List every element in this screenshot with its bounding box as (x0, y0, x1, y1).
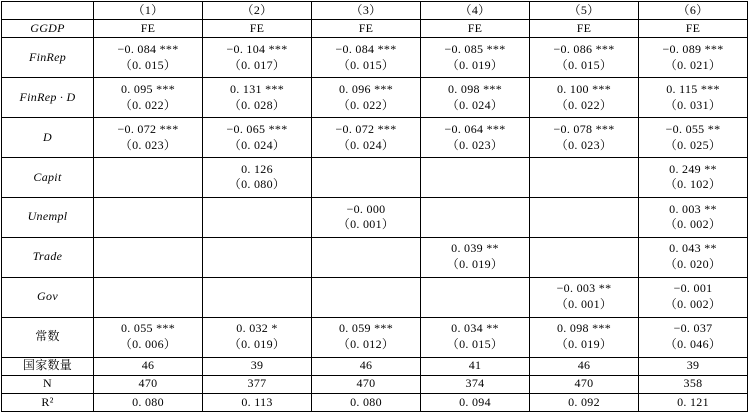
row-label: N (2, 375, 94, 393)
coefficient: 0. 098 *** (557, 321, 611, 336)
data-cell: 0. 113 (203, 393, 312, 411)
table-row (2, 118, 748, 158)
data-cell: 0. 094 (421, 393, 530, 411)
data-cell (639, 78, 748, 118)
coefficient: 0. 032 * (236, 321, 278, 336)
standard-error: （0. 023） (555, 137, 613, 152)
row-label: D (2, 118, 94, 158)
standard-error: （0. 012） (337, 337, 395, 352)
coefficient: −0. 089 *** (662, 41, 724, 56)
column-header: （4） (421, 2, 530, 20)
data-cell (421, 118, 530, 158)
data-cell: FE (639, 20, 748, 38)
coefficient: 0. 095 *** (121, 81, 175, 96)
data-cell (530, 78, 639, 118)
column-header: （3） (312, 2, 421, 20)
data-cell (203, 317, 312, 357)
data-cell (312, 237, 421, 277)
coefficient: −0. 001 (673, 281, 713, 296)
coefficient: −0. 084 *** (117, 41, 179, 56)
data-cell (312, 197, 421, 237)
data-cell (421, 317, 530, 357)
row-label: Unempl (2, 197, 94, 237)
coefficient: −0. 055 ** (665, 121, 721, 136)
standard-error: （0. 022） (119, 97, 177, 112)
data-cell: FE (312, 20, 421, 38)
data-cell (530, 197, 639, 237)
data-cell: 358 (639, 375, 748, 393)
data-cell (639, 38, 748, 78)
data-cell (312, 157, 421, 197)
standard-error: （0. 102） (664, 177, 722, 192)
column-header: （1） (94, 2, 203, 20)
data-cell (94, 78, 203, 118)
data-cell: FE (530, 20, 639, 38)
row-label: 常数 (2, 317, 94, 357)
data-cell (530, 118, 639, 158)
standard-error: （0. 023） (119, 137, 177, 152)
coefficient: −0. 065 *** (226, 121, 288, 136)
data-cell (421, 197, 530, 237)
table-header-row (2, 2, 748, 20)
standard-error: （0. 022） (555, 97, 613, 112)
regression-table (1, 1, 748, 412)
coefficient: 0. 043 ** (669, 241, 717, 256)
table-row (2, 157, 748, 197)
standard-error: （0. 046） (664, 337, 722, 352)
coefficient: 0. 100 *** (557, 81, 611, 96)
data-cell: 377 (203, 375, 312, 393)
standard-error (421, 217, 529, 219)
data-cell: 470 (312, 375, 421, 393)
data-cell (639, 277, 748, 317)
standard-error (421, 297, 529, 299)
table-row (2, 357, 748, 375)
data-cell: FE (421, 20, 530, 38)
data-cell (203, 277, 312, 317)
data-cell (312, 317, 421, 357)
row-label: R² (2, 393, 94, 411)
data-cell: 374 (421, 375, 530, 393)
standard-error (312, 297, 420, 299)
standard-error: （0. 023） (446, 137, 504, 152)
data-cell (203, 38, 312, 78)
standard-error: （0. 001） (337, 217, 395, 232)
coefficient: −0. 084 *** (335, 41, 397, 56)
coefficient: 0. 096 *** (339, 81, 393, 96)
data-cell (203, 157, 312, 197)
data-cell (203, 78, 312, 118)
data-cell: 46 (94, 357, 203, 375)
coefficient: 0. 059 *** (339, 321, 393, 336)
coefficient: −0. 104 *** (226, 41, 288, 56)
column-header: （6） (639, 2, 748, 20)
standard-error: （0. 015） (119, 57, 177, 72)
data-cell (203, 237, 312, 277)
coefficient: −0. 003 ** (556, 281, 612, 296)
standard-error (312, 257, 420, 259)
data-cell (639, 317, 748, 357)
standard-error (94, 217, 202, 219)
standard-error: （0. 001） (555, 297, 613, 312)
standard-error: （0. 022） (337, 97, 395, 112)
coefficient: −0. 000 (346, 201, 386, 216)
coefficient: −0. 037 (673, 321, 713, 336)
row-label: Gov (2, 277, 94, 317)
data-cell (94, 38, 203, 78)
data-cell: 0. 092 (530, 393, 639, 411)
table-row (2, 375, 748, 393)
standard-error (530, 217, 638, 219)
coefficient: −0. 072 *** (335, 121, 397, 136)
data-cell: 0. 121 (639, 393, 748, 411)
data-cell: 470 (530, 375, 639, 393)
data-cell (421, 38, 530, 78)
data-cell: 39 (203, 357, 312, 375)
standard-error (530, 257, 638, 259)
table-row (2, 78, 748, 118)
standard-error: （0. 015） (337, 57, 395, 72)
standard-error (203, 257, 311, 259)
data-cell (421, 237, 530, 277)
data-cell (203, 118, 312, 158)
data-cell: FE (203, 20, 312, 38)
standard-error: （0. 019） (228, 337, 286, 352)
standard-error: （0. 019） (555, 337, 613, 352)
table-row (2, 277, 748, 317)
standard-error: （0. 024） (446, 97, 504, 112)
row-label: Capit (2, 157, 94, 197)
standard-error: （0. 028） (228, 97, 286, 112)
standard-error (94, 177, 202, 179)
standard-error: （0. 015） (446, 337, 504, 352)
data-cell (94, 277, 203, 317)
data-cell (530, 277, 639, 317)
data-cell (530, 38, 639, 78)
data-cell: FE (94, 20, 203, 38)
standard-error: （0. 031） (664, 97, 722, 112)
standard-error (94, 297, 202, 299)
table-row (2, 20, 748, 38)
data-cell: 0. 080 (312, 393, 421, 411)
row-label: FinRep (2, 38, 94, 78)
row-label: FinRep · D (2, 78, 94, 118)
standard-error: （0. 021） (664, 57, 722, 72)
standard-error (421, 177, 529, 179)
table-row (2, 237, 748, 277)
row-label: 国家数量 (2, 357, 94, 375)
standard-error: （0. 017） (228, 57, 286, 72)
table-row (2, 197, 748, 237)
standard-error: （0. 080） (228, 177, 286, 192)
data-cell (94, 237, 203, 277)
data-cell (312, 277, 421, 317)
data-cell (94, 197, 203, 237)
coefficient: −0. 086 *** (553, 41, 615, 56)
standard-error: （0. 006） (119, 337, 177, 352)
data-cell (421, 157, 530, 197)
column-header: （2） (203, 2, 312, 20)
table-row (2, 393, 748, 411)
row-label: Trade (2, 237, 94, 277)
data-cell (421, 78, 530, 118)
coefficient: 0. 039 ** (451, 241, 499, 256)
data-cell: 39 (639, 357, 748, 375)
coefficient: 0. 055 *** (121, 321, 175, 336)
data-cell (94, 317, 203, 357)
data-cell: 46 (312, 357, 421, 375)
data-cell (94, 118, 203, 158)
data-cell (312, 118, 421, 158)
standard-error (94, 257, 202, 259)
data-cell (639, 157, 748, 197)
data-cell (639, 197, 748, 237)
data-cell (530, 317, 639, 357)
table-body (2, 2, 748, 412)
data-cell: 41 (421, 357, 530, 375)
coefficient: −0. 078 *** (553, 121, 615, 136)
standard-error (312, 177, 420, 179)
coefficient: 0. 034 ** (451, 321, 499, 336)
data-cell (312, 38, 421, 78)
data-cell (421, 277, 530, 317)
data-cell (94, 157, 203, 197)
coefficient: 0. 249 ** (669, 161, 717, 176)
standard-error: （0. 019） (446, 57, 504, 72)
standard-error (203, 297, 311, 299)
data-cell: 0. 080 (94, 393, 203, 411)
standard-error: （0. 024） (228, 137, 286, 152)
coefficient: −0. 072 *** (117, 121, 179, 136)
coefficient: 0. 003 ** (669, 201, 717, 216)
data-cell: 470 (94, 375, 203, 393)
column-header: （5） (530, 2, 639, 20)
standard-error: （0. 002） (664, 297, 722, 312)
coefficient: −0. 064 *** (444, 121, 506, 136)
standard-error (530, 177, 638, 179)
standard-error: （0. 019） (446, 257, 504, 272)
data-cell (639, 237, 748, 277)
coefficient: 0. 126 (241, 161, 273, 176)
data-cell: 46 (530, 357, 639, 375)
data-cell (312, 78, 421, 118)
standard-error: （0. 002） (664, 217, 722, 232)
row-label: GGDP (2, 20, 94, 38)
coefficient: −0. 085 *** (444, 41, 506, 56)
table-row (2, 317, 748, 357)
standard-error: （0. 020） (664, 257, 722, 272)
standard-error (203, 217, 311, 219)
coefficient: 0. 131 *** (230, 81, 284, 96)
data-cell (639, 118, 748, 158)
table-corner-cell (2, 2, 94, 20)
data-cell (203, 197, 312, 237)
standard-error: （0. 015） (555, 57, 613, 72)
table-row (2, 38, 748, 78)
standard-error: （0. 024） (337, 137, 395, 152)
standard-error: （0. 025） (664, 137, 722, 152)
coefficient: 0. 098 *** (448, 81, 502, 96)
coefficient: 0. 115 *** (666, 81, 720, 96)
data-cell (530, 237, 639, 277)
data-cell (530, 157, 639, 197)
